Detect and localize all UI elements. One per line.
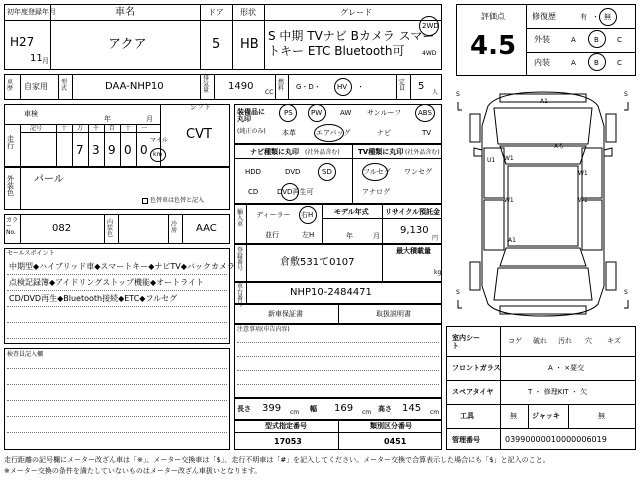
dvd-play-option: DVD再生可	[277, 188, 314, 196]
sales-point-line-3: CD/DVD再生◆Bluetooth接続◆ETC◆フルセグ	[9, 294, 178, 303]
mgmt-no-label: 管理番号	[452, 436, 480, 444]
fullseg-option: フルセグ	[363, 168, 391, 176]
footer-note-2: ※メーター交換の条件を満たしていないものはメーター改ざん車扱いとなります。	[4, 467, 262, 475]
windshield-options: A ・ ×要交	[548, 364, 585, 372]
color-no-value: 082	[52, 223, 72, 234]
leather-option: 本革	[282, 129, 296, 137]
class-no-value: 0451	[384, 437, 407, 446]
color-note: 色替車は色替と記入	[150, 197, 205, 204]
length-unit: cm	[290, 409, 300, 416]
mileage-digit-4: 0	[124, 143, 132, 157]
inspector-notes-title: 検査員記入欄	[7, 351, 44, 358]
mileage-digit-5: 0	[140, 143, 148, 157]
doors-label: ドア	[208, 8, 224, 17]
digit-label-2: 万	[77, 125, 84, 132]
month-unit: 月	[42, 57, 49, 65]
recycle-unit: 円	[432, 235, 439, 242]
spare-tire-options: T ・ 修理KIT ・ 欠	[528, 388, 588, 396]
digit-label-4: 百	[109, 125, 116, 132]
equipment-label: 装備品に丸印	[237, 108, 265, 123]
room-sheet-option-5: キズ	[607, 337, 621, 345]
grade-line-1: S 中期 TVナビ Bカメラ スマー	[268, 29, 435, 43]
room-sheet-option-4: 穴	[585, 337, 592, 345]
tv-type-label: TV種類に丸印	[358, 148, 404, 156]
notes-block	[234, 324, 442, 398]
inspection-year: 年	[104, 115, 111, 123]
room-sheet-option-3: 汚れ	[558, 337, 572, 345]
fuel-tail: ・	[357, 83, 364, 91]
ac-label: 冷房	[171, 221, 178, 234]
exterior-grade-b: B	[594, 36, 599, 44]
height-value: 145	[402, 403, 422, 414]
hdd-option: HDD	[245, 168, 262, 176]
reg-year-label: 初年度登録年月	[7, 8, 56, 16]
exterior-color-label: 外装色	[7, 175, 14, 197]
footer-note-1: 走行距離の記号欄にメーター改ざん車は「※」、メーター交換車は「$」、走行不明車は「#」を記入してください。メーター交換で合算表示した場合にも「$」と記入のこと。	[4, 456, 550, 464]
inspection-label: 車検	[24, 110, 38, 118]
fuel-options: G・D・	[296, 83, 321, 91]
room-sheet-label: 室内シート	[452, 334, 480, 351]
displacement-value: 1490	[228, 81, 254, 92]
damage-label-left-rear-door: U1	[487, 157, 496, 164]
room-sheet-option-2: 破れ	[533, 337, 547, 345]
pw-option: PW	[311, 109, 323, 117]
type-no-label: 型式指定番号	[265, 422, 307, 430]
interior-grade-b: B	[594, 59, 599, 67]
length-label: 長さ	[237, 405, 251, 413]
notes-title: 注意事項(申告内容)	[237, 326, 290, 333]
capacity-value: 5	[418, 81, 425, 92]
height-unit: cm	[430, 409, 440, 416]
drive-2wd: 2WD	[422, 22, 439, 30]
mileage-unit-km: km	[153, 151, 163, 158]
exterior-color-value: パール	[34, 174, 64, 185]
oneseg-option: ワンセグ	[404, 168, 432, 176]
dealer-option: ディーラー	[256, 211, 291, 219]
exterior-grade-a: A	[571, 36, 576, 44]
side-marker-front-left: S	[456, 91, 460, 98]
max-load-label: 最大積載量	[396, 247, 431, 255]
recycle-label: リサイクル預託金	[385, 208, 441, 216]
sales-points-title: セールスポイント	[7, 250, 55, 257]
interior-grade-a: A	[571, 59, 576, 67]
drive-4wd: 4WD	[422, 50, 437, 57]
repair-no: 無	[604, 13, 611, 21]
model-label: 型式	[61, 79, 68, 92]
manual-label: 取扱説明書	[376, 310, 411, 318]
displacement-label: 排気量	[203, 75, 210, 94]
digit-label-5: 十	[125, 125, 132, 132]
reg-no-label: 登録番号	[237, 247, 244, 272]
shape-value: HB	[240, 37, 259, 52]
tools-label: 工具	[460, 412, 474, 420]
mgmt-no-value: 03990000010000006019	[505, 435, 607, 444]
mileage-digit-2: 3	[92, 143, 100, 157]
inspector-notes-block	[4, 348, 230, 450]
digit-label-3: 千	[93, 125, 100, 132]
shape-label: 形状	[240, 8, 256, 17]
repair-yes: 有	[580, 13, 587, 21]
color-note-box	[142, 198, 148, 204]
fuel-hv: HV	[337, 83, 348, 91]
digit-label-1: 十	[61, 125, 68, 132]
sales-point-line-2: 点検記録簿◆アイドリングストップ機能◆オートライト	[9, 278, 204, 287]
mileage-unit-mile: マイル	[150, 137, 168, 144]
interior-color-label: 内装色	[107, 219, 114, 238]
spare-tire-label: スペアタイヤ	[452, 388, 494, 396]
damage-label-left-side: W1	[504, 197, 514, 204]
reg-no-value: 倉敷531て0107	[280, 257, 355, 268]
grade-label: グレード	[340, 8, 372, 17]
damage-label-right-side: W1	[578, 197, 588, 204]
use-label: 車歴	[7, 79, 14, 92]
tv-option: TV	[422, 129, 432, 137]
jack-value: 無	[598, 412, 605, 420]
length-value: 399	[262, 403, 282, 414]
doors-value: 5	[212, 37, 221, 52]
model-value: DAA-NHP10	[105, 81, 164, 92]
score-label: 評価点	[481, 12, 505, 21]
color-no-label: カラーNo.	[6, 217, 19, 236]
car-outline-svg	[448, 86, 638, 322]
ps-option: PS	[284, 109, 293, 117]
room-sheet-option-1: コゲ	[508, 337, 522, 345]
car-name: アクア	[108, 37, 147, 52]
model-year-label: モデル年式	[334, 208, 369, 216]
jack-label: ジャッキ	[532, 412, 560, 420]
max-load-unit: kg	[434, 269, 442, 276]
airbag-option: エアバッグ	[316, 129, 351, 137]
parallel-option: 並行	[265, 231, 279, 239]
inspection-month: 月	[146, 115, 153, 123]
displacement-unit: CC	[265, 89, 274, 96]
width-unit: cm	[362, 409, 372, 416]
side-marker-rear-left: S	[456, 289, 460, 296]
fuel-label: 燃料	[278, 79, 285, 92]
genuine-note: (純正のみ)	[237, 128, 266, 135]
reg-year: H27	[10, 35, 35, 49]
mileage-digit-3: 9	[108, 143, 116, 157]
mileage-digit-1: 7	[76, 143, 84, 157]
ac-value: AAC	[196, 223, 217, 234]
side-marker-rear-right: S	[624, 289, 628, 296]
side-marker-front-right: S	[624, 91, 628, 98]
damage-label-left-front-door: W1	[504, 155, 514, 162]
model-year-year: 年	[346, 232, 353, 240]
sunroof-option: サンルーフ	[367, 109, 402, 117]
repair-label: 修復歴	[532, 12, 556, 21]
warranty-label: 新車保証書	[268, 310, 303, 318]
use-value: 自家用	[24, 82, 48, 91]
mileage-record-label: 記号	[30, 125, 43, 132]
score-value: 4.5	[470, 31, 517, 61]
width-label: 幅	[310, 405, 317, 413]
capacity-label: 定員	[399, 79, 406, 92]
tv-type-note: (社外品含む)	[405, 149, 440, 156]
damage-label-windshield: Xも	[554, 143, 565, 150]
abs-option: ABS	[418, 109, 432, 117]
chassis-value: NHP10-2484471	[290, 287, 372, 298]
tools-value: 無	[510, 412, 517, 420]
navi-option: ナビ	[377, 129, 391, 137]
sales-point-line-1: 中期型◆ハイブリッド車◆スマートキー◆ナビTV◆バックカメラ	[9, 262, 235, 271]
model-year-month: 月	[373, 232, 380, 240]
car-damage-diagram	[448, 86, 638, 322]
car-name-label: 車名	[115, 7, 135, 18]
digit-label-6: 一	[141, 125, 148, 132]
chassis-label: 車台番号	[237, 283, 244, 308]
repair-sep: ・	[592, 13, 599, 21]
recycle-value: 9,130	[400, 225, 429, 236]
dvd-option: DVD	[285, 168, 301, 176]
interior-grade-c: C	[617, 59, 622, 67]
left-handle-option: 左H	[302, 231, 315, 239]
damage-label-rear: A1	[508, 237, 516, 244]
navi-type-note: (社外品含む)	[305, 149, 340, 156]
navi-type-label: ナビ種類に丸印	[250, 148, 299, 156]
import-label: 輸入車	[237, 209, 244, 228]
shift-label: シフト	[190, 103, 211, 111]
reg-month: 11	[30, 53, 43, 64]
analog-option: アナログ	[362, 188, 390, 196]
grade-line-2: トキー ETC Bluetooth可	[268, 44, 405, 58]
spec-row	[4, 74, 442, 100]
damage-label-right-front-door: W1	[578, 170, 588, 177]
type-no-value: 17053	[274, 437, 302, 446]
exterior-grade-c: C	[617, 36, 622, 44]
aw-option: AW	[340, 109, 352, 117]
class-no-label: 類別区分番号	[370, 422, 412, 430]
sd-option: SD	[322, 168, 332, 176]
width-value: 169	[334, 403, 354, 414]
shift-value: CVT	[186, 127, 212, 142]
windshield-label: フロントガラス	[452, 364, 501, 372]
interior-label: 内装	[534, 58, 550, 67]
mileage-label: 走行	[7, 135, 14, 150]
capacity-unit: 人	[432, 89, 439, 96]
right-handle-option: 右H	[301, 211, 314, 219]
height-label: 高さ	[378, 405, 392, 413]
damage-label-front-bumper: A1	[540, 98, 548, 105]
cd-option: CD	[248, 188, 259, 196]
exterior-label: 外装	[534, 35, 550, 44]
